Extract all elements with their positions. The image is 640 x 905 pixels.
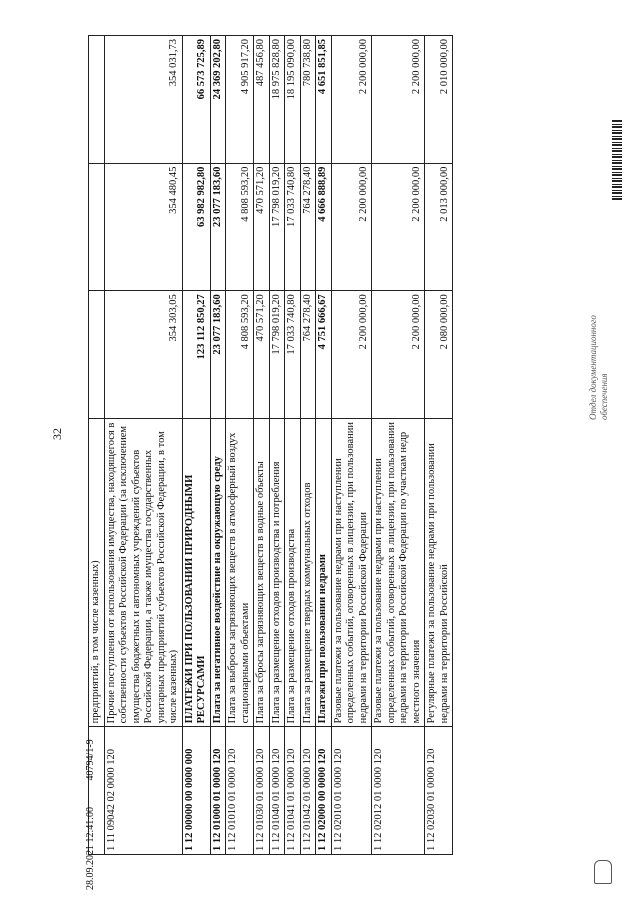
row-code: 1 12 01000 01 0000 120 [210,727,226,855]
row-value-2: 63 982 982,80 [182,163,210,291]
row-name: Плата за размещение отходов производства [285,418,301,727]
row-value-1: 470 571,20 [254,291,270,419]
row-code: 1 12 01010 01 0000 120 [226,727,254,855]
row-code: 1 12 02012 01 0000 120 [372,727,425,855]
footer-doc-id: 40794/1-9 [85,739,96,781]
table-row [372,36,425,855]
table-row [285,36,301,855]
footer-timestamp: 28.09.2021 12:41:00 [85,806,96,890]
row-code: 1 12 01040 01 0000 120 [269,727,285,855]
row-value-3: 66 573 725,89 [182,36,210,164]
row-value-2: 17 033 740,80 [285,163,301,291]
row-value-3: 354 031,73 [104,36,182,164]
row-value-3: 4 905 917,20 [226,36,254,164]
row-value-2: 4 808 593,20 [226,163,254,291]
row-name: Прочие поступления от использования имущества, находящегося в собственности субъектов Российской Федерации (за исключением имущества бюджетных и автономных учреждений субъектов Российской Федерации, а также имущества государственных унитарных предприятий субъектов Российской Федерации, в том числе казенных) [104,418,182,727]
row-value-1: 2 200 000,00 [372,291,425,419]
row-name: Плата за выбросы загрязняющих веществ в атмосферный воздух стационарными объектами [226,418,254,727]
row-code: 1 12 02000 00 0000 120 [316,727,332,855]
row-code: 1 12 02010 01 0000 120 [331,727,372,855]
row-value-1: 4 751 666,67 [316,291,332,419]
budget-table-body [89,36,453,855]
row-name: Платежи при пользовании недрами [316,418,332,727]
row-value-1: 17 033 740,80 [285,291,301,419]
row-code: 1 12 02030 01 0000 120 [425,727,453,855]
row-value-3: 18 975 828,80 [269,36,285,164]
row-value-2: 17 798 019,20 [269,163,285,291]
row-value-2: 4 666 888,89 [316,163,332,291]
row-value-3: 2 010 000,00 [425,36,453,164]
row-value-3: 4 651 851,85 [316,36,332,164]
rotated-content [88,35,608,855]
row-value-3 [89,36,105,164]
row-value-3: 18 195 090,00 [285,36,301,164]
row-value-1: 2 200 000,00 [331,291,372,419]
row-name: Плата за сбросы загрязняющих веществ в водные объекты [254,418,270,727]
table-row [269,36,285,855]
row-value-3: 2 200 000,00 [331,36,372,164]
row-code: 1 12 01030 01 0000 120 [254,727,270,855]
row-value-2: 2 013 000,00 [425,163,453,291]
row-value-1: 764 278,40 [300,291,316,419]
table-row [182,36,210,855]
row-name: Регулярные платежи за пользование недрами при пользовании недрами на территории Российской [425,418,453,727]
row-value-3: 487 456,80 [254,36,270,164]
row-name: предприятий, в том числе казенных) [89,418,105,727]
row-value-2: 2 200 000,00 [331,163,372,291]
barcode-icon [612,120,622,200]
table-row [104,36,182,855]
row-value-1 [89,291,105,419]
emblem-icon [594,860,612,884]
row-value-1: 123 112 850,27 [182,291,210,419]
row-value-2: 354 480,45 [104,163,182,291]
table-row [331,36,372,855]
row-name: Разовые платежи за пользование недрами при наступлении определенных событий, оговоренных в лицензии, при пользовании недрами на территории Российской Федерации [331,418,372,727]
row-code: 1 12 01042 01 0000 120 [300,727,316,855]
table-row [226,36,254,855]
row-value-2: 470 571,20 [254,163,270,291]
department-stamp: Отдел документационного обеспечения [588,315,609,420]
row-value-1: 17 798 019,20 [269,291,285,419]
row-value-1: 23 077 183,60 [210,291,226,419]
row-name: Плата за размещение отходов производства и потребления [269,418,285,727]
table-row [425,36,453,855]
row-value-1: 4 808 593,20 [226,291,254,419]
row-value-2: 764 278,40 [300,163,316,291]
row-value-3: 780 738,80 [300,36,316,164]
row-value-3: 2 200 000,00 [372,36,425,164]
budget-table [88,35,453,855]
page-number: 32 [50,428,64,440]
row-value-1: 354 303,05 [104,291,182,419]
table-row [300,36,316,855]
footer [85,715,96,890]
row-code: 1 12 00000 00 0000 000 [182,727,210,855]
row-value-2 [89,163,105,291]
table-row [316,36,332,855]
row-value-2: 23 077 183,60 [210,163,226,291]
row-name: Разовые платежи за пользование недрами при наступлении определенных событий, оговоренных в лицензии, при пользовании недрами на территории Российской Федерации по участкам недр местного значения [372,418,425,727]
row-code: 1 12 01041 01 0000 120 [285,727,301,855]
table-row [210,36,226,855]
row-name: ПЛАТЕЖИ ПРИ ПОЛЬЗОВАНИИ ПРИРОДНЫМИ РЕСУРСАМИ [182,418,210,727]
row-name: Плата за размещение твердых коммунальных отходов [300,418,316,727]
row-value-3: 24 369 202,80 [210,36,226,164]
row-code: 1 11 09042 02 0000 120 [104,727,182,855]
row-name: Плата за негативное воздействие на окружающую среду [210,418,226,727]
table-row [254,36,270,855]
row-value-1: 2 080 000,00 [425,291,453,419]
row-value-2: 2 200 000,00 [372,163,425,291]
